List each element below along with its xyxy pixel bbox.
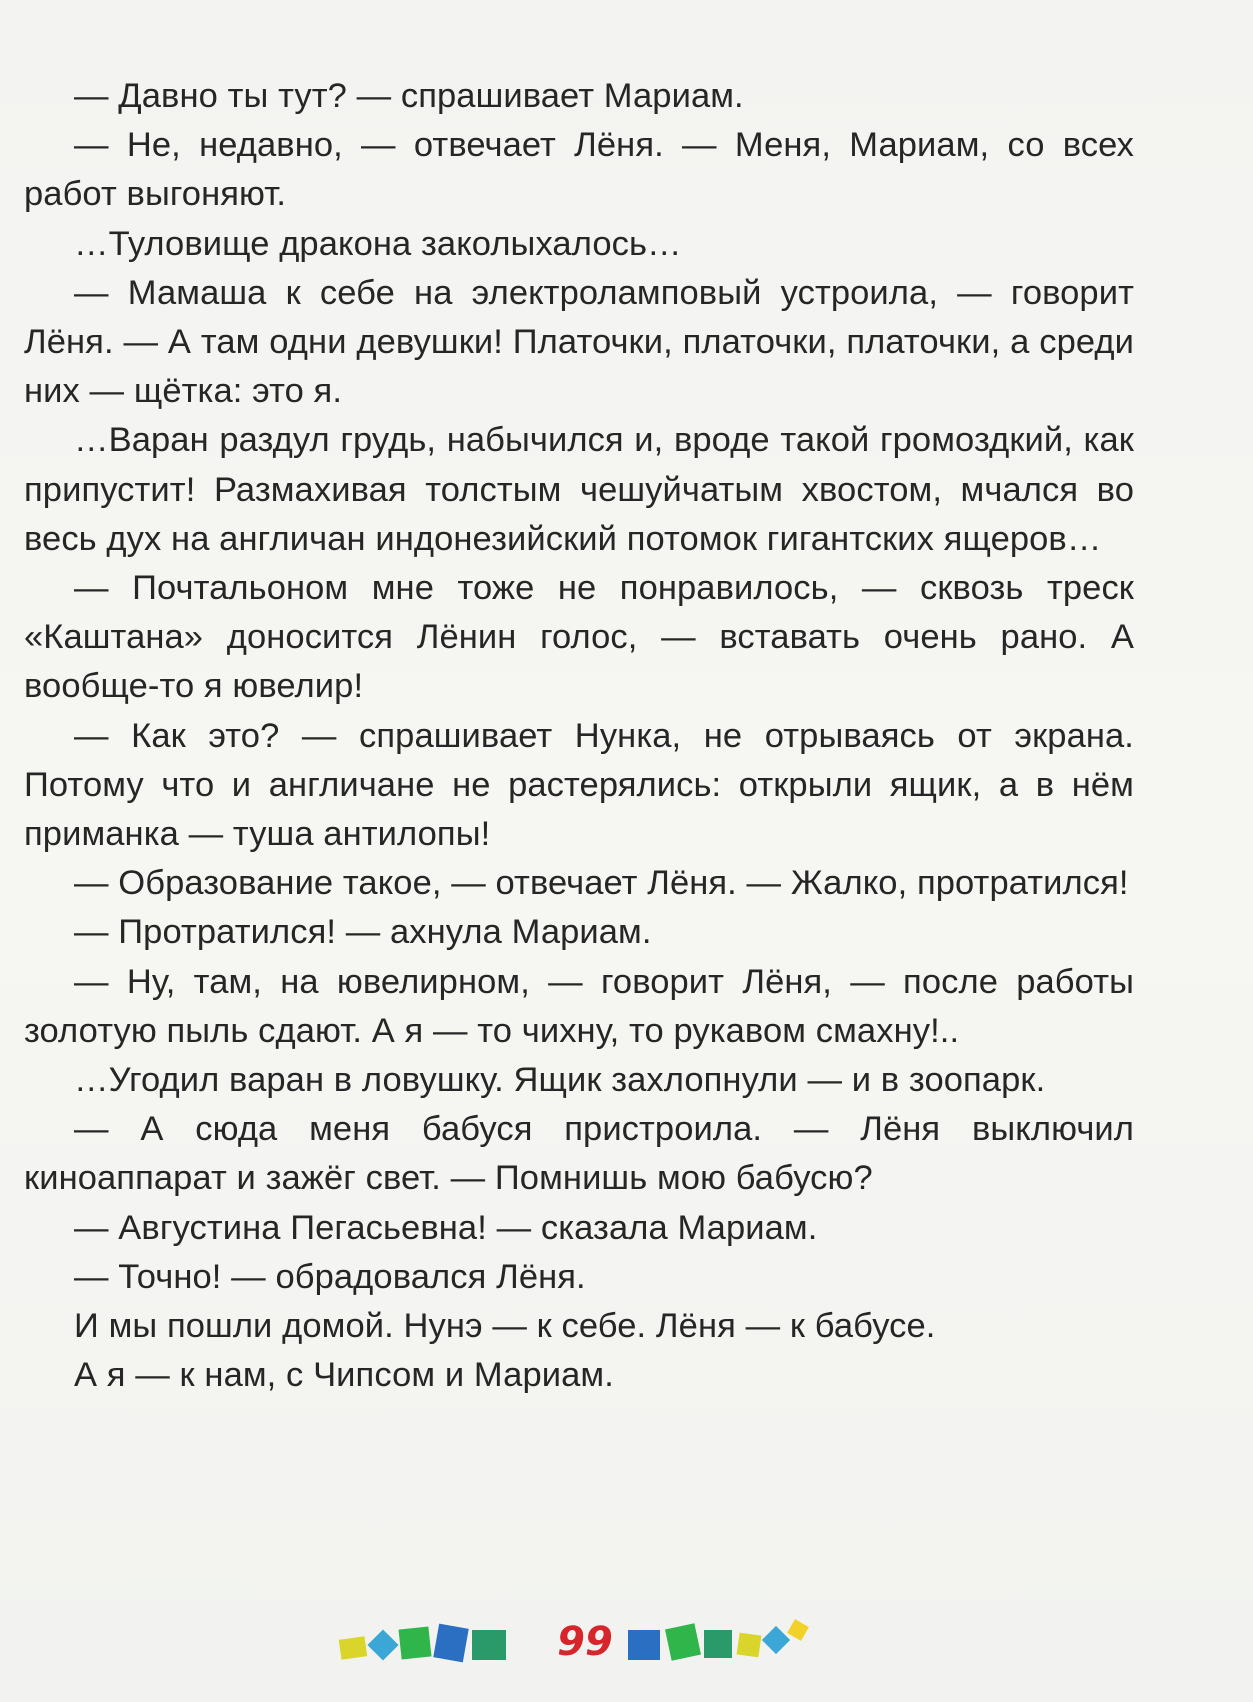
paragraph-1: — Давно ты тут? — спрашивает Мариам. bbox=[74, 77, 744, 115]
paragraph-7: — Как это? — спрашивает Нунка, не отрываясь от экрана. Потому что и англичане не растерялись: открыли ящик, а в нём приманка — туша антилопы! bbox=[24, 716, 1134, 854]
paragraph-9: — Протратился! — ахнула Мариам. bbox=[74, 913, 652, 952]
page-text bbox=[24, 72, 1134, 1400]
paragraph-4: — Мамаша к себе на электроламповый устроила, — говорит Лёня. — А там одни девушки! Платочки, платочки, платочки, а среди них — щётка: это я. bbox=[24, 273, 1134, 411]
decor-square-right-6 bbox=[787, 1619, 809, 1641]
page-number: 99 bbox=[557, 1619, 613, 1665]
paragraph-5: …Варан раздул грудь, набычился и, вроде такой громоздкий, как припустит! Размахивая толстым чешуйчатым хвостом, мчался во весь дух на англичан индонезийский потомок гигантских ящеров… bbox=[24, 421, 1134, 558]
page-footer bbox=[0, 1600, 1253, 1680]
decor-square-right-5 bbox=[762, 1626, 790, 1654]
paragraph-14: — Точно! — обрадовался Лёня. bbox=[74, 1257, 586, 1296]
decor-square-right-1 bbox=[628, 1630, 660, 1660]
decor-square-left-1 bbox=[339, 1636, 368, 1659]
paragraph-15: И мы пошли домой. Нунэ — к себе. Лёня — к бабусе. bbox=[74, 1307, 936, 1346]
decor-square-right-4 bbox=[737, 1633, 762, 1658]
paragraph-2: — Не, недавно, — отвечает Лёня. — Меня, Мариам, со всех работ выгоняют. bbox=[24, 126, 1134, 214]
decor-square-left-3 bbox=[399, 1627, 432, 1660]
decor-square-right-3 bbox=[704, 1630, 732, 1658]
paragraph-10: — Ну, там, на ювелирном, — говорит Лёня, — после работы золотую пыль сдают. А я — то чихну, то рукавом смахну!.. bbox=[24, 962, 1134, 1050]
paragraph-16: А я — к нам, с Чипсом и Мариам. bbox=[74, 1356, 614, 1395]
decor-square-left-2 bbox=[367, 1629, 398, 1660]
paragraph-6: — Почтальоном мне тоже не понравилось, — сквозь треск «Каштана» доносится Лёнин голос, — вставать очень рано. А вообще-то я ювелир! bbox=[24, 569, 1134, 706]
decor-square-left-5 bbox=[472, 1630, 506, 1660]
decor-square-right-2 bbox=[665, 1623, 701, 1661]
paragraph-13: — Августина Пегасьевна! — сказала Мариам. bbox=[74, 1208, 818, 1247]
decor-square-left-4 bbox=[433, 1624, 468, 1663]
paragraph-8: — Образование такое, — отвечает Лёня. — Жалко, протратился! bbox=[74, 864, 1129, 903]
paragraph-3: …Туловище дракона заколыхалось… bbox=[74, 224, 682, 263]
paragraph-12: — А сюда меня бабуся пристроила. — Лёня выключил киноаппарат и зажёг свет. — Помнишь мою бабусю? bbox=[24, 1110, 1134, 1198]
paragraph-11: …Угодил варан в ловушку. Ящик захлопнули — и в зоопарк. bbox=[74, 1061, 1046, 1100]
